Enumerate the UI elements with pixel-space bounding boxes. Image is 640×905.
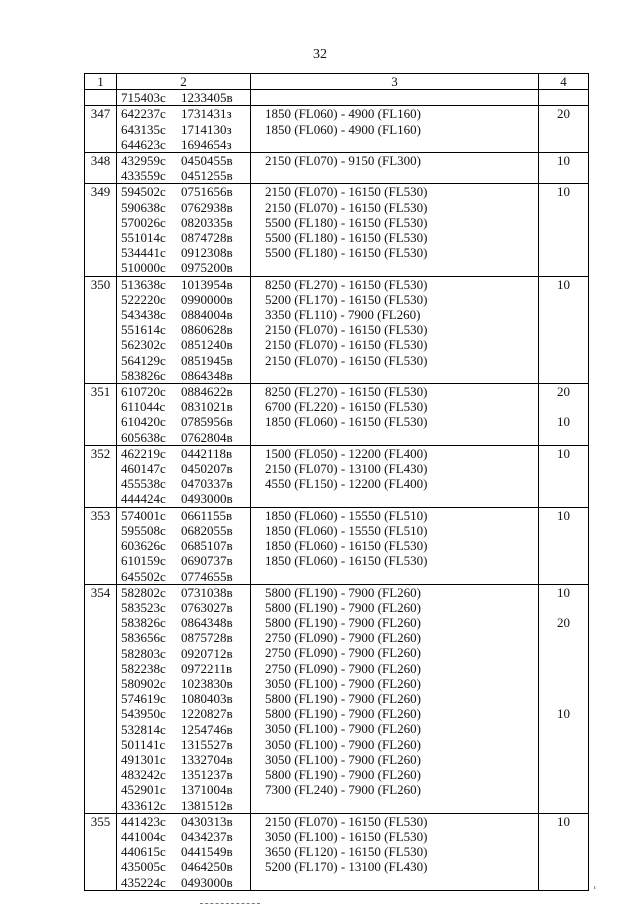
column-4-value <box>541 645 586 660</box>
value-cell <box>539 184 589 276</box>
value-cell <box>539 276 589 383</box>
longitude-value: 0762938в <box>181 199 233 215</box>
value-cell <box>539 584 589 813</box>
coordinate-pair <box>119 322 248 337</box>
longitude-value: 0884004в <box>181 307 233 323</box>
zone-number-cell: 348 <box>85 153 117 184</box>
coordinates-cell <box>117 153 251 184</box>
zone-number-cell: 354 <box>85 584 117 813</box>
table-header-row <box>85 74 589 90</box>
altitude-range: 5800 (FL190) - 7900 (FL260) <box>265 584 421 600</box>
longitude-value: 0464250в <box>181 859 233 875</box>
altitude-range: 3050 (FL100) - 7900 (FL260) <box>265 736 421 752</box>
table-row <box>85 584 589 813</box>
coordinate-pair <box>119 798 248 813</box>
latitude-value: 501141с <box>121 736 166 752</box>
column-4-value: 20 <box>557 384 570 400</box>
longitude-value: 1381512в <box>181 797 233 813</box>
coordinates-cell <box>117 507 251 584</box>
coordinate-pair <box>119 90 248 105</box>
coordinate-pair <box>119 706 248 721</box>
longitude-value: 1080403в <box>181 691 233 707</box>
latitude-value: 432959с <box>121 153 166 169</box>
latitude-value: 483242с <box>121 767 166 783</box>
coordinate-pair <box>119 430 248 445</box>
longitude-value: 0860628в <box>181 322 233 338</box>
table-row <box>85 813 589 890</box>
longitude-value: 0493000в <box>181 491 233 507</box>
column-4-value: 10 <box>557 153 570 169</box>
longitude-value: 0972211в <box>181 660 233 676</box>
table-row <box>85 384 589 446</box>
coordinates-cell <box>117 584 251 813</box>
altitude-range: 2750 (FL090) - 7900 (FL260) <box>265 630 421 646</box>
altitude-range: 1850 (FL060) - 15550 (FL510) <box>265 507 428 523</box>
latitude-value: 551614с <box>121 322 166 338</box>
altitude-cell <box>251 445 539 507</box>
latitude-value: 543438с <box>121 307 166 323</box>
altitude-range: 5800 (FL190) - 7900 (FL260) <box>265 766 421 782</box>
longitude-value: 0690737в <box>181 553 233 569</box>
longitude-value: 0975200в <box>181 260 233 276</box>
airspace-table <box>84 73 589 891</box>
column-4-value: 10 <box>557 706 570 722</box>
latitude-value: 610720с <box>121 384 166 400</box>
altitude-range: 1850 (FL060) - 4900 (FL160) <box>265 106 421 122</box>
coordinate-pair <box>119 782 248 797</box>
altitude-range: 5500 (FL180) - 16150 (FL530) <box>265 245 428 261</box>
altitude-range: 2150 (FL070) - 16150 (FL530) <box>265 199 428 215</box>
latitude-value: 642237с <box>121 106 166 122</box>
longitude-value: 1013954в <box>181 276 233 292</box>
latitude-value: 441423с <box>121 813 166 829</box>
longitude-value: 0884622в <box>181 384 233 400</box>
zone-number-cell <box>85 90 117 106</box>
altitude-cell <box>251 507 539 584</box>
coordinate-pair <box>119 646 248 661</box>
coordinate-pair <box>119 292 248 307</box>
coordinates-cell <box>117 384 251 446</box>
altitude-range: 2150 (FL070) - 9150 (FL300) <box>265 153 421 169</box>
page-number: 32 <box>313 47 327 62</box>
latitude-value: 522220с <box>121 291 166 307</box>
column-4-value: 10 <box>557 584 570 600</box>
value-cell <box>539 153 589 184</box>
longitude-value: 0731038в <box>181 584 233 600</box>
altitude-cell <box>251 153 539 184</box>
longitude-value: 0874728в <box>181 230 233 246</box>
coordinates-cell <box>117 276 251 383</box>
latitude-value: 582803с <box>121 645 166 661</box>
column-4-value: 20 <box>557 106 570 122</box>
column-4-value <box>541 676 586 691</box>
zone-number-cell: 353 <box>85 507 117 584</box>
coordinate-pair <box>119 215 248 230</box>
altitude-range: 5800 (FL190) - 7900 (FL260) <box>265 691 421 707</box>
longitude-value: 0990000в <box>181 291 233 307</box>
column-4-value <box>541 399 586 414</box>
longitude-value: 0430313в <box>181 813 233 829</box>
longitude-value: 0864348в <box>181 367 233 383</box>
altitude-cell <box>251 813 539 890</box>
coordinate-pair <box>119 553 248 568</box>
longitude-value: 0831021в <box>181 399 233 415</box>
coordinate-pair <box>119 737 248 752</box>
zone-number-cell: 352 <box>85 445 117 507</box>
longitude-value: 1371004в <box>181 782 233 798</box>
latitude-value: 551014с <box>121 230 166 246</box>
latitude-value: 595508с <box>121 522 166 538</box>
latitude-value: 574001с <box>121 507 166 523</box>
latitude-value: 462219с <box>121 445 166 461</box>
altitude-range: 1850 (FL060) - 4900 (FL160) <box>265 121 421 137</box>
altitude-range: 3050 (FL100) - 16150 (FL530) <box>265 828 428 844</box>
latitude-value: 583656с <box>121 630 166 646</box>
coordinate-pair <box>119 508 248 523</box>
latitude-value: 435224с <box>121 874 166 890</box>
coordinate-pair <box>119 168 248 183</box>
longitude-value: 1332704в <box>181 751 233 767</box>
longitude-value: 1694654з <box>181 136 232 152</box>
latitude-value: 582802с <box>121 584 166 600</box>
value-cell <box>539 106 589 153</box>
latitude-value: 583826с <box>121 615 166 631</box>
latitude-value: 532814с <box>121 721 166 737</box>
altitude-range: 2150 (FL070) - 16150 (FL530) <box>265 813 428 829</box>
altitude-range: 5500 (FL180) - 16150 (FL530) <box>265 214 428 230</box>
coordinate-pair <box>119 307 248 322</box>
altitude-range: 5800 (FL190) - 7900 (FL260) <box>265 599 421 615</box>
longitude-value: 0441549в <box>181 844 233 860</box>
latitude-value: 455538с <box>121 476 166 492</box>
altitude-range: 3050 (FL100) - 7900 (FL260) <box>265 675 421 691</box>
coordinate-pair <box>119 875 248 890</box>
longitude-value: 0912308в <box>181 245 233 261</box>
latitude-value: 611044с <box>121 399 166 415</box>
column-4-value: 10 <box>557 445 570 461</box>
longitude-value: 0762804в <box>181 429 233 445</box>
coordinate-pair <box>119 461 248 476</box>
coordinate-pair <box>119 230 248 245</box>
altitude-cell <box>251 584 539 813</box>
longitude-value: 1023830в <box>181 675 233 691</box>
longitude-value: 0450207в <box>181 461 233 477</box>
coordinate-pair <box>119 538 248 553</box>
latitude-value: 513638с <box>121 276 166 292</box>
latitude-value: 605638с <box>121 429 166 445</box>
longitude-value: 0470337в <box>181 476 233 492</box>
longitude-value: 1351237в <box>181 767 233 783</box>
zone-number-cell: 351 <box>85 384 117 446</box>
latitude-value: 643135с <box>121 121 166 137</box>
altitude-range: 8250 (FL270) - 16150 (FL530) <box>265 384 428 400</box>
coordinate-pair <box>119 245 248 260</box>
longitude-value: 0442118в <box>181 445 233 461</box>
latitude-value: 610159с <box>121 553 166 569</box>
longitude-value: 0751656в <box>181 184 233 200</box>
coordinate-pair <box>119 814 248 829</box>
column-4-value <box>541 691 586 706</box>
altitude-range: 1850 (FL060) - 16150 (FL530) <box>265 538 428 554</box>
coordinates-cell <box>117 90 251 106</box>
latitude-value: 574619с <box>121 691 166 707</box>
latitude-value: 603626с <box>121 538 166 554</box>
coordinate-pair <box>119 569 248 584</box>
longitude-value: 0851945в <box>181 352 233 368</box>
coordinates-cell <box>117 106 251 153</box>
coordinate-pair <box>119 615 248 630</box>
zone-number-cell: 350 <box>85 276 117 383</box>
coordinate-pair <box>119 337 248 352</box>
coordinates-cell <box>117 445 251 507</box>
coordinates-cell <box>117 813 251 890</box>
latitude-value: 570026с <box>121 214 166 230</box>
coordinate-pair <box>119 722 248 737</box>
coordinate-pair <box>119 829 248 844</box>
altitude-range: 2150 (FL070) - 13100 (FL430) <box>265 461 428 477</box>
longitude-value: 0875728в <box>181 630 233 646</box>
altitude-cell <box>251 384 539 446</box>
coordinate-pair <box>119 476 248 491</box>
coordinate-pair <box>119 399 248 414</box>
altitude-range: 2150 (FL070) - 16150 (FL530) <box>265 337 428 353</box>
latitude-value: 590638с <box>121 199 166 215</box>
altitude-range: 2150 (FL070) - 16150 (FL530) <box>265 322 428 338</box>
table-row <box>85 153 589 184</box>
coordinate-pair <box>119 137 248 152</box>
longitude-value: 0785956в <box>181 414 233 430</box>
coordinate-pair <box>119 353 248 368</box>
coordinate-pair <box>119 630 248 645</box>
latitude-value: 460147с <box>121 461 166 477</box>
latitude-value: 594502с <box>121 184 166 200</box>
longitude-value: 0820335в <box>181 214 233 230</box>
latitude-value: 564129с <box>121 352 166 368</box>
longitude-value: 1254746в <box>181 721 233 737</box>
longitude-value: 0434237в <box>181 828 233 844</box>
altitude-range: 4550 (FL150) - 12200 (FL400) <box>265 476 428 492</box>
latitude-value: 510000с <box>121 260 166 276</box>
altitude-cell <box>251 184 539 276</box>
altitude-range: 2150 (FL070) - 16150 (FL530) <box>265 352 428 368</box>
longitude-value: 0682055в <box>181 522 233 538</box>
column-4-value: 10 <box>557 184 570 200</box>
latitude-value: 645502с <box>121 568 166 584</box>
latitude-value: 580902с <box>121 675 166 691</box>
longitude-value: 0864348в <box>181 615 233 631</box>
coordinate-pair <box>119 260 248 275</box>
altitude-range: 1850 (FL060) - 15550 (FL510) <box>265 522 428 538</box>
table-row <box>85 184 589 276</box>
altitude-range: 2150 (FL070) - 16150 (FL530) <box>265 184 428 200</box>
zone-number-cell: 347 <box>85 106 117 153</box>
latitude-value: 610420с <box>121 414 166 430</box>
coordinate-pair <box>119 446 248 461</box>
altitude-range: 5800 (FL190) - 7900 (FL260) <box>265 706 421 722</box>
coordinate-pair <box>119 184 248 199</box>
longitude-value: 1233405в <box>181 90 233 106</box>
longitude-value: 1220827в <box>181 706 233 722</box>
coordinate-pair <box>119 106 248 121</box>
altitude-range: 2750 (FL090) - 7900 (FL260) <box>265 660 421 676</box>
value-cell <box>539 90 589 106</box>
coordinate-pair <box>119 277 248 292</box>
column-4-value <box>541 600 586 615</box>
table-row <box>85 507 589 584</box>
latitude-value: 562302с <box>121 337 166 353</box>
column-4-value: 20 <box>557 615 570 631</box>
altitude-range: 5800 (FL190) - 7900 (FL260) <box>265 615 421 631</box>
column-4-value <box>541 630 586 645</box>
column-header: 1 <box>85 74 117 90</box>
altitude-range: 7300 (FL240) - 7900 (FL260) <box>265 782 421 798</box>
table-body <box>85 90 589 891</box>
altitude-cell <box>251 106 539 153</box>
altitude-range: 8250 (FL270) - 16150 (FL530) <box>265 276 428 292</box>
coordinate-pair <box>119 752 248 767</box>
longitude-value: 0774655в <box>181 568 233 584</box>
zone-number-cell: 349 <box>85 184 117 276</box>
altitude-range: 5200 (FL170) - 16150 (FL530) <box>265 291 428 307</box>
longitude-value: 0493000в <box>181 874 233 890</box>
column-4-value: 10 <box>557 507 570 523</box>
column-4-value: 10 <box>557 276 570 292</box>
altitude-range: 1500 (FL050) - 12200 (FL400) <box>265 445 428 461</box>
coordinate-pair <box>119 523 248 538</box>
altitude-range: 3050 (FL100) - 7900 (FL260) <box>265 751 421 767</box>
longitude-value: 0763027в <box>181 599 233 615</box>
altitude-range: 3650 (FL120) - 16150 (FL530) <box>265 844 428 860</box>
longitude-value: 0450455в <box>181 153 233 169</box>
latitude-value: 441004с <box>121 828 166 844</box>
latitude-value: 534441с <box>121 245 166 261</box>
latitude-value: 582238с <box>121 660 166 676</box>
coordinate-pair <box>119 600 248 615</box>
latitude-value: 644623с <box>121 136 166 152</box>
altitude-cell <box>251 90 539 106</box>
longitude-value: 0661155в <box>181 507 233 523</box>
latitude-value: 433559с <box>121 168 166 184</box>
longitude-value: 1315527в <box>181 736 233 752</box>
latitude-value: 543950с <box>121 706 166 722</box>
longitude-value: 0920712в <box>181 645 233 661</box>
altitude-range: 1850 (FL060) - 16150 (FL530) <box>265 553 428 569</box>
coordinate-pair <box>119 414 248 429</box>
latitude-value: 440615с <box>121 844 166 860</box>
column-header: 4 <box>539 74 589 90</box>
value-cell <box>539 445 589 507</box>
coordinate-pair <box>119 384 248 399</box>
altitude-range: 5500 (FL180) - 16150 (FL530) <box>265 229 428 245</box>
latitude-value: 583826с <box>121 367 166 383</box>
coordinates-cell <box>117 184 251 276</box>
value-cell <box>539 384 589 446</box>
coordinate-pair <box>119 368 248 383</box>
zone-number-cell: 355 <box>85 813 117 890</box>
column-4-value: 10 <box>557 813 570 829</box>
coordinate-pair <box>119 661 248 676</box>
coordinate-pair <box>119 585 248 600</box>
coordinate-pair <box>119 122 248 137</box>
column-4-value <box>541 661 586 676</box>
latitude-value: 435005с <box>121 859 166 875</box>
latitude-value: 491301с <box>121 751 166 767</box>
longitude-value: 0851240в <box>181 337 233 353</box>
altitude-range: 2750 (FL090) - 7900 (FL260) <box>265 645 421 661</box>
coordinate-pair <box>119 767 248 782</box>
coordinate-pair <box>119 844 248 859</box>
altitude-range: 1850 (FL060) - 16150 (FL530) <box>265 414 428 430</box>
coordinate-pair <box>119 491 248 506</box>
altitude-range: 5200 (FL170) - 13100 (FL430) <box>265 859 428 875</box>
coordinate-pair <box>119 676 248 691</box>
latitude-value: 583523с <box>121 599 166 615</box>
value-cell <box>539 813 589 890</box>
latitude-value: 452901с <box>121 782 166 798</box>
margin-mark: ı <box>594 885 596 891</box>
altitude-range: 3350 (FL110) - 7900 (FL260) <box>265 307 421 323</box>
table-row <box>85 276 589 383</box>
latitude-value: 433612с <box>121 797 166 813</box>
longitude-value: 0685107в <box>181 538 233 554</box>
table-row <box>85 106 589 153</box>
coordinate-pair <box>119 691 248 706</box>
altitude-range: 3050 (FL100) - 7900 (FL260) <box>265 721 421 737</box>
longitude-value: 1714130з <box>181 121 232 137</box>
latitude-value: 444424с <box>121 491 166 507</box>
column-header: 2 <box>117 74 251 90</box>
column-header: 3 <box>251 74 539 90</box>
coordinate-pair <box>119 200 248 215</box>
latitude-value: 715403с <box>121 90 166 106</box>
altitude-cell <box>251 276 539 383</box>
longitude-value: 1731431з <box>181 106 232 122</box>
coordinate-pair <box>119 153 248 168</box>
value-cell <box>539 507 589 584</box>
table-row <box>85 90 589 106</box>
longitude-value: 0451255в <box>181 168 233 184</box>
altitude-range: 6700 (FL220) - 16150 (FL530) <box>265 399 428 415</box>
table-row <box>85 445 589 507</box>
column-4-value: 10 <box>557 414 570 430</box>
coordinate-pair <box>119 859 248 874</box>
